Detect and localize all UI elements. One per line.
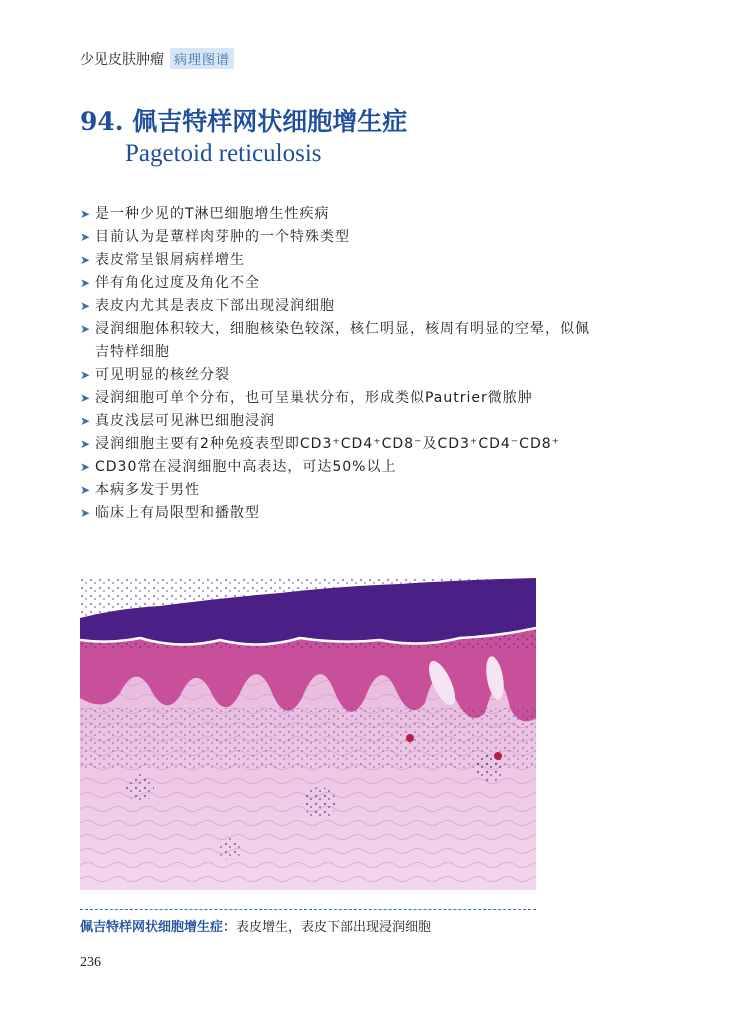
figure-caption [80, 916, 431, 935]
bullet-item: ➤ 本病多发于男性 [80, 479, 660, 502]
histology-micrograph [80, 578, 536, 890]
bullet-item: ➤ 临床上有局限型和播散型 [80, 502, 660, 525]
chapter-title-zh: 94. 佩吉特样网状细胞增生症 [80, 107, 408, 136]
page-number: 236 [80, 955, 101, 970]
bullet-item: ➤ 可见明显的核丝分裂 [80, 364, 660, 387]
caption-text: 表皮增生，表皮下部出现浸润细胞 [236, 920, 432, 935]
caption-label: 佩吉特样网状细胞增生症： [80, 920, 237, 935]
bullet-item: ➤ 真皮浅层可见淋巴细胞浸润 [80, 410, 660, 433]
bullet-item: ➤ CD30常在浸润细胞中高表达，可达50%以上 [80, 456, 660, 479]
running-header [80, 48, 234, 69]
bullet-item: ➤ 表皮常呈银屑病样增生 [80, 249, 660, 272]
bullet-item: ➤ 伴有角化过度及角化不全 [80, 272, 660, 295]
bullet-item: ➤ 浸润细胞主要有2种免疫表型即CD3⁺CD4⁺CD8⁻及CD3⁺CD4⁻CD8⁺ [80, 433, 660, 456]
bullet-item: ➤ 浸润细胞可单个分布，也可呈巢状分布，形成类似Pautrier微脓肿 [80, 387, 660, 410]
key-points-list [80, 203, 660, 525]
caption-divider [80, 909, 536, 910]
bullet-continuation: 吉特样细胞 [95, 344, 170, 360]
section-tag: 病理图谱 [170, 48, 234, 69]
bullet-item: ➤ 浸润细胞体积较大，细胞核染色较深，核仁明显，核周有明显的空晕，似佩 [80, 318, 660, 341]
bullet-item: ➤ 是一种少见的T淋巴细胞增生性疾病 [80, 203, 660, 226]
book-title: 少见皮肤肿瘤 [80, 51, 164, 68]
bullet-item: ➤ 目前认为是蕈样肉芽肿的一个特殊类型 [80, 226, 660, 249]
chapter-title-en: Pagetoid reticulosis [125, 140, 322, 167]
bullet-item: ➤ 表皮内尤其是表皮下部出现浸润细胞 [80, 295, 660, 318]
